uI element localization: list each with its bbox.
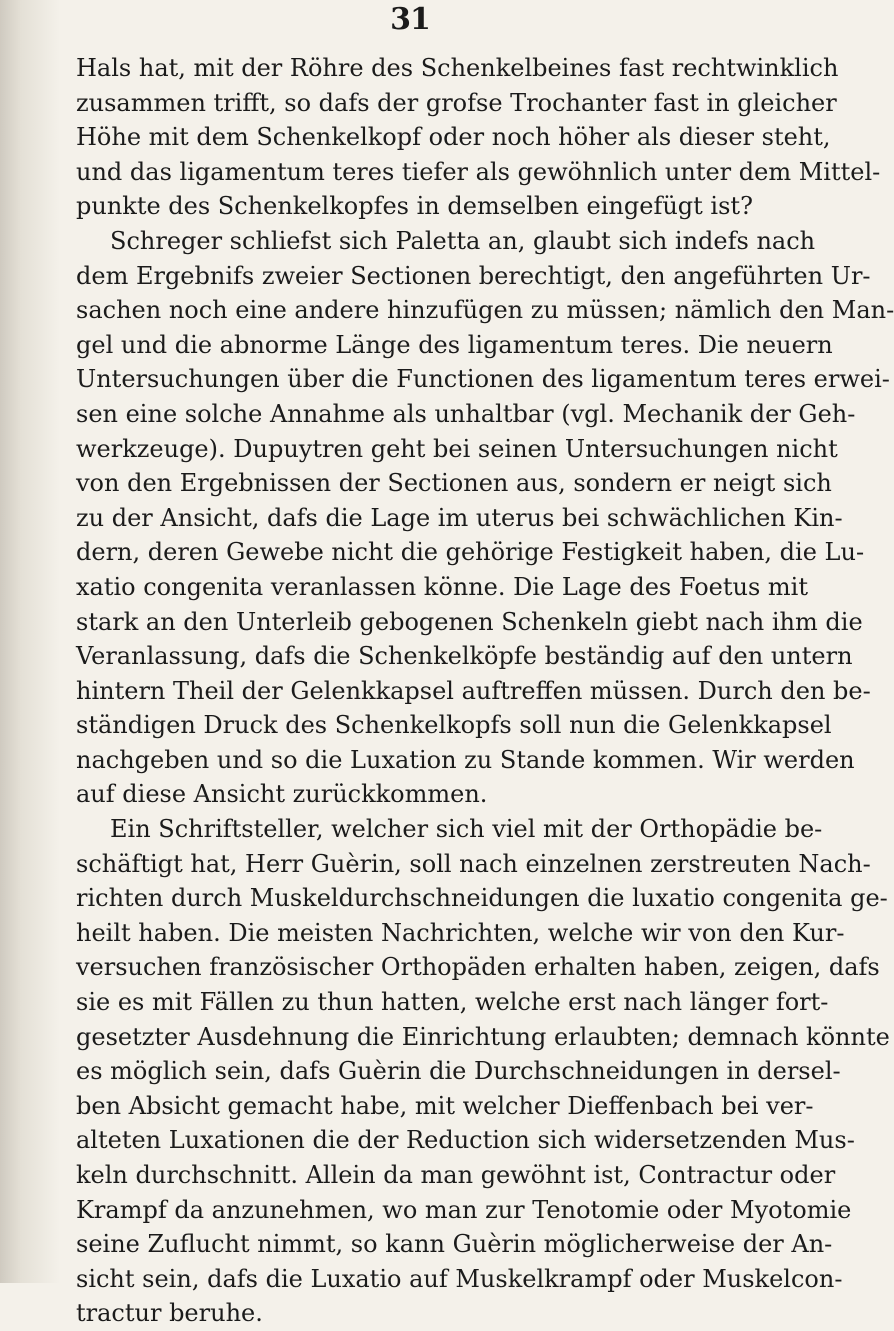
text-line: xatio congenita veranlassen könne. Die Lage des Foetus mit xyxy=(76,572,808,601)
text-line: Krampf da anzunehmen, wo man zur Tenotomie oder Myotomie xyxy=(76,1195,852,1224)
text-line: punkte des Schenkelkopfes in demselben eingefügt ist? xyxy=(76,192,753,221)
text-line: heilt haben. Die meisten Nachrichten, welche wir von den Kur- xyxy=(76,918,845,947)
text-line: dem Ergebnifs zweier Sectionen berechtigt, den angeführten Ur- xyxy=(76,261,871,290)
text-line: sicht sein, dafs die Luxatio auf Muskelkrampf oder Muskelcon- xyxy=(76,1264,843,1293)
binding-gutter-shadow xyxy=(0,0,60,1283)
text-line: gel und die abnorme Länge des ligamentum teres. Die neuern xyxy=(76,330,833,359)
text-line: tractur beruhe. xyxy=(76,1299,263,1328)
text-line: sachen noch eine andere hinzufügen zu müssen; nämlich den Man- xyxy=(76,296,894,325)
text-line: Untersuchungen über die Functionen des ligamentum teres erwei- xyxy=(76,365,890,394)
text-line: es möglich sein, dafs Guèrin die Durchschneidungen in dersel- xyxy=(76,1057,841,1086)
text-line: gesetzter Ausdehnung die Einrichtung erlaubten; demnach könnte xyxy=(76,1022,890,1051)
text-line: Ein Schriftsteller, welcher sich viel mit der Orthopädie be- xyxy=(110,815,823,844)
text-line: nachgeben und so die Luxation zu Stande kommen. Wir werden xyxy=(76,745,855,774)
text-line: Hals hat, mit der Röhre des Schenkelbeines fast rechtwinklich xyxy=(76,54,839,82)
text-line: schäftigt hat, Herr Guèrin, soll nach einzelnen zerstreuten Nach- xyxy=(76,849,871,878)
text-line: hintern Theil der Gelenkkapsel auftreffen müssen. Durch den be- xyxy=(76,676,871,705)
text-line: zu der Ansicht, dafs die Lage im uterus bei schwächlichen Kin- xyxy=(76,503,843,532)
text-line: stark an den Unterleib gebogenen Schenkeln giebt nach ihm die xyxy=(76,607,863,636)
body-text xyxy=(76,51,894,1331)
text-line: dern, deren Gewebe nicht die gehörige Festigkeit haben, die Lu- xyxy=(76,538,865,567)
text-line: seine Zuflucht nimmt, so kann Guèrin möglicherweise der An- xyxy=(76,1230,833,1259)
text-line: richten durch Muskeldurchschneidungen die luxatio congenita ge- xyxy=(76,884,888,913)
text-line: Höhe mit dem Schenkelkopf oder noch höher als dieser steht, xyxy=(76,123,831,152)
text-line: werkzeuge). Dupuytren geht bei seinen Untersuchungen nicht xyxy=(76,434,838,463)
text-line: zusammen trifft, so dafs der grofse Trochanter fast in gleicher xyxy=(76,88,837,117)
text-line: ben Absicht gemacht habe, mit welcher Dieffenbach bei ver- xyxy=(76,1091,814,1120)
text-line: versuchen französischer Orthopäden erhalten haben, zeigen, dafs xyxy=(76,953,880,982)
text-line: und das ligamentum teres tiefer als gewöhnlich unter dem Mittel- xyxy=(76,157,881,186)
text-line: keln durchschnitt. Allein da man gewöhnt ist, Contractur oder xyxy=(76,1161,836,1189)
text-line: Veranlassung, dafs die Schenkelköpfe beständig auf den untern xyxy=(76,642,853,671)
text-line: sie es mit Fällen zu thun hatten, welche erst nach länger fort- xyxy=(76,988,829,1017)
text-line: Schreger schliefst sich Paletta an, glaubt sich indefs nach xyxy=(110,226,816,255)
text-line: von den Ergebnissen der Sectionen aus, sondern er neigt sich xyxy=(76,469,832,498)
text-line: alteten Luxationen die der Reduction sich widersetzenden Mus- xyxy=(76,1126,855,1155)
text-line: sen eine solche Annahme als unhaltbar (vgl. Mechanik der Geh- xyxy=(76,399,856,428)
text-line: auf diese Ansicht zurückkommen. xyxy=(76,780,488,809)
text-line: ständigen Druck des Schenkelkopfs soll nun die Gelenkkapsel xyxy=(76,711,832,740)
page-number: 31 xyxy=(390,2,430,37)
